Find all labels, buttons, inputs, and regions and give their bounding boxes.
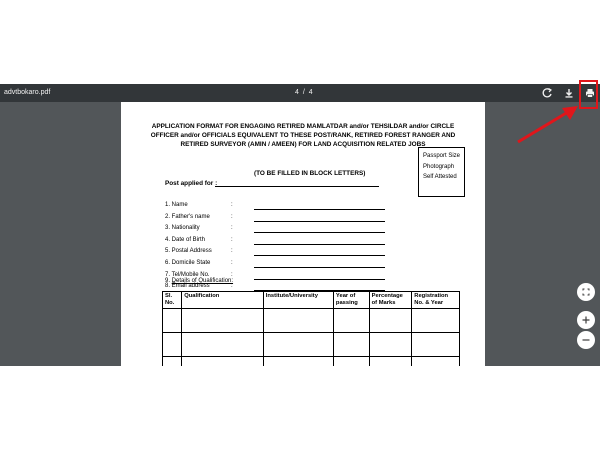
zoom-out-button[interactable]	[577, 331, 595, 349]
field-colon: :	[231, 271, 233, 278]
field-line	[254, 244, 385, 245]
file-name: advtbokaro.pdf	[4, 89, 51, 96]
pdf-page	[121, 102, 485, 366]
zoom-out-icon	[577, 331, 595, 349]
print-highlight-box	[579, 80, 598, 109]
field-colon: :	[231, 236, 233, 243]
qualification-label: 9. Details of Qualification:	[165, 278, 234, 284]
zoom-in-icon	[577, 311, 595, 329]
fit-page-icon	[577, 283, 595, 301]
table-cell	[263, 357, 333, 367]
photo-box: Passport Size Photograph Self Attested	[418, 147, 465, 197]
post-applied-label: Post applied for :	[165, 180, 218, 187]
field-mobile-label: 7. Tel/Mobile No.	[165, 271, 210, 278]
field-line	[254, 267, 385, 268]
table-cell	[369, 357, 412, 367]
table-cell	[163, 309, 182, 333]
field-colon: :	[231, 225, 233, 232]
red-arrow-annotation	[512, 104, 582, 148]
field-colon: :	[231, 260, 233, 266]
field-line	[254, 279, 385, 280]
zoom-in-button[interactable]	[577, 311, 595, 329]
field-line	[254, 209, 385, 210]
field-colon: :	[231, 248, 233, 255]
field-nationality-label: 3. Nationality	[165, 225, 200, 232]
field-postal-address-label: 5. Postal Address	[165, 248, 212, 255]
table-cell	[182, 333, 264, 357]
field-line	[254, 255, 385, 256]
table-cell	[333, 309, 369, 333]
table-cell	[369, 333, 412, 357]
table-header-cell: Year of passing	[333, 292, 369, 309]
field-colon: :	[231, 283, 233, 290]
table-cell	[263, 309, 333, 333]
table-cell	[182, 357, 264, 367]
table-cell	[412, 333, 460, 357]
qualification-table	[162, 291, 460, 366]
table-cell	[263, 333, 333, 357]
table-header-cell: Percentage of Marks	[369, 292, 412, 309]
table-cell	[182, 309, 264, 333]
table-header-cell: Registration No. & Year	[412, 292, 460, 309]
block-letters-note: (TO BE FILLED IN BLOCK LETTERS)	[254, 170, 366, 177]
field-name-label: 1. Name	[165, 202, 188, 208]
table-header-cell: Qualification	[182, 292, 264, 309]
table-cell	[369, 309, 412, 333]
viewer-toolbar	[0, 84, 600, 102]
field-colon: :	[231, 202, 233, 208]
page-indicator: 4 / 4	[295, 89, 314, 96]
table-row	[163, 309, 460, 333]
field-domicile-state-label: 6. Domicile State	[165, 260, 211, 266]
table-header-cell: Institute/University	[263, 292, 333, 309]
table-header-row	[163, 292, 460, 309]
table-header-cell: Sl. No.	[163, 292, 182, 309]
form-heading: APPLICATION FORMAT FOR ENGAGING RETIRED MAMLATDAR and/or TEHSILDAR and/or CIRCLE OFFICER and/or OFFICIALS EQUIVALENT TO THESE POST/RANK, RETIRED FOREST RANGER AND RETIRED SURVEYOR (AMIN / AMEEN) FOR LAND ACQUISITION RELATED JOBS	[150, 123, 456, 148]
field-fathers-name-label: 2. Father's name	[165, 213, 210, 220]
table-cell	[333, 333, 369, 357]
field-dob-label: 4. Date of Birth	[165, 236, 206, 243]
download-icon[interactable]	[562, 86, 576, 100]
table-cell	[412, 309, 460, 333]
table-cell	[333, 357, 369, 367]
rotate-icon[interactable]	[540, 86, 554, 100]
pdf-viewer	[0, 84, 600, 366]
table-cell	[412, 357, 460, 367]
table-cell	[163, 357, 182, 367]
table-row	[163, 333, 460, 357]
table-row	[163, 357, 460, 367]
field-colon: :	[231, 213, 233, 220]
fit-page-button[interactable]	[577, 283, 595, 301]
post-applied-line	[215, 186, 379, 187]
field-email-label: 8. Email address	[165, 283, 210, 290]
field-line	[254, 232, 385, 233]
table-cell	[163, 333, 182, 357]
field-line	[254, 221, 385, 222]
